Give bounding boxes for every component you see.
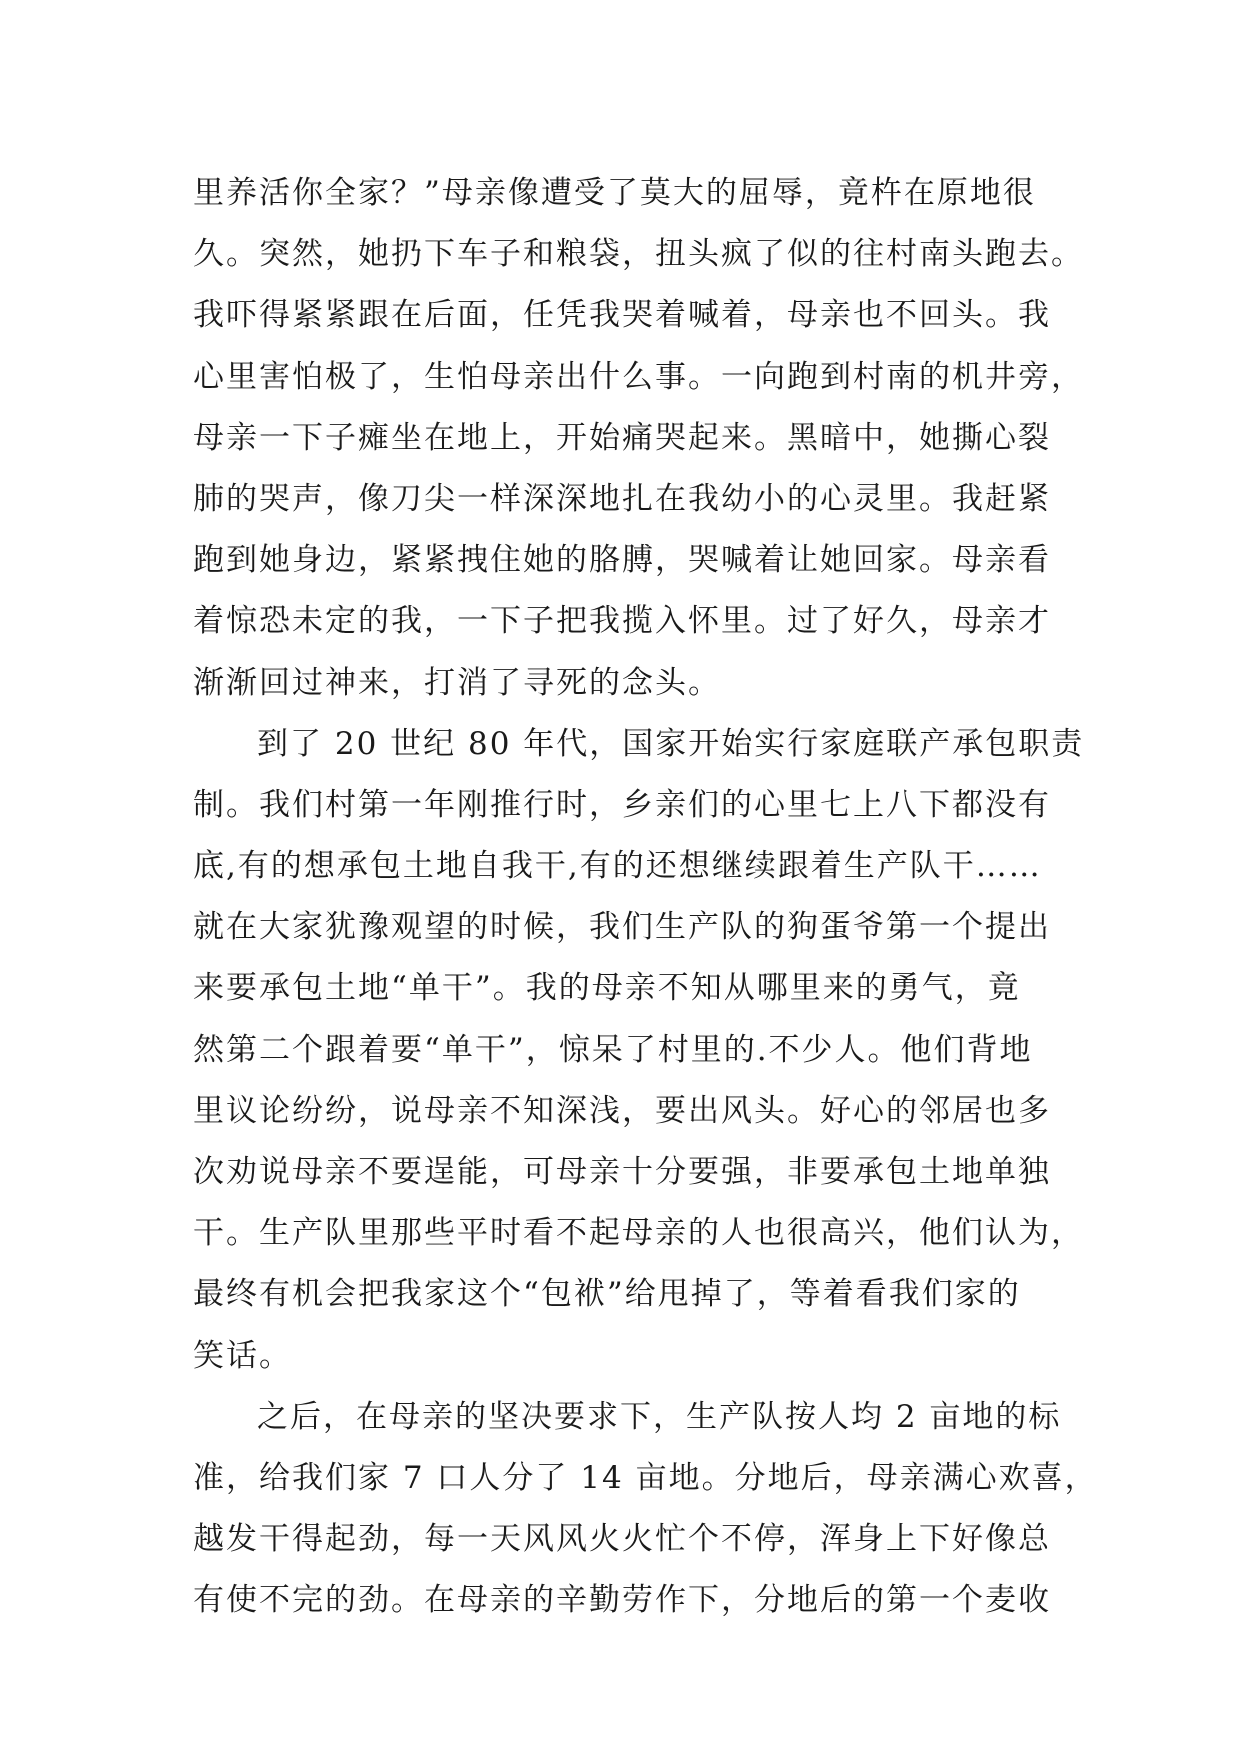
text-line: 久。突然，她扔下车子和粮袋，扭头疯了似的往村南头跑去。 <box>193 236 1084 273</box>
text-line: 笑话。 <box>193 1337 292 1374</box>
text-line: 肺的哭声，像刀尖一样深深地扎在我幼小的心灵里。我赶紧 <box>193 480 1051 517</box>
text-line: 跑到她身边，紧紧拽住她的胳膊，哭喊着让她回家。母亲看 <box>193 542 1051 579</box>
body-text <box>193 163 1098 1632</box>
text-line: 制。我们村第一年刚推行时，乡亲们的心里七上八下都没有 <box>193 786 1051 823</box>
text-line: 里养活你全家？”母亲像遭受了莫大的屈辱，竟杵在原地很 <box>193 175 1036 211</box>
text-line: 里议论纷纷，说母亲不知深浅，要出风头。好心的邻居也多 <box>193 1092 1051 1129</box>
text-line: 渐渐回过神来，打消了寻死的念头。 <box>193 664 721 701</box>
text-line: 然第二个跟着要“单干”，惊呆了村里的.不少人。他们背地 <box>193 1031 1033 1068</box>
text-line: 底,有的想承包土地自我干,有的还想继续跟着生产队干…… <box>193 848 1042 885</box>
text-line: 次劝说母亲不要逞能，可母亲十分要强，非要承包土地单独 <box>193 1154 1051 1190</box>
text-line: 越发干得起劲，每一天风风火火忙个不停，浑身上下好像总 <box>193 1521 1051 1558</box>
text-line: 着惊恐未定的我，一下子把我揽入怀里。过了好久，母亲才 <box>193 603 1051 640</box>
text-line: 来要承包土地“单干”。我的母亲不知从哪里来的勇气，竟 <box>193 970 1021 1007</box>
text-line: 准，给我们家 7 口人分了 14 亩地。分地后，母亲满心欢喜， <box>193 1459 1098 1496</box>
text-line: 有使不完的劲。在母亲的辛勤劳作下，分地后的第一个麦收 <box>193 1582 1051 1619</box>
text-line: 母亲一下子瘫坐在地上，开始痛哭起来。黑暗中，她撕心裂 <box>193 419 1051 456</box>
text-line: 到了 20 世纪 80 年代，国家开始实行家庭联产承包职责 <box>257 725 1085 762</box>
text-line: 我吓得紧紧跟在后面，任凭我哭着喊着，母亲也不回头。我 <box>193 297 1051 334</box>
text-line: 干。生产队里那些平时看不起母亲的人也很高兴，他们认为， <box>193 1215 1084 1252</box>
text-line: 心里害怕极了，生怕母亲出什么事。一向跑到村南的机井旁， <box>193 358 1084 395</box>
text-line: 最终有机会把我家这个“包袱”给甩掉了，等着看我们家的 <box>193 1276 1021 1313</box>
text-line: 就在大家犹豫观望的时候，我们生产队的狗蛋爷第一个提出 <box>193 909 1051 946</box>
text-line: 之后，在母亲的坚决要求下，生产队按人均 2 亩地的标 <box>257 1398 1062 1435</box>
